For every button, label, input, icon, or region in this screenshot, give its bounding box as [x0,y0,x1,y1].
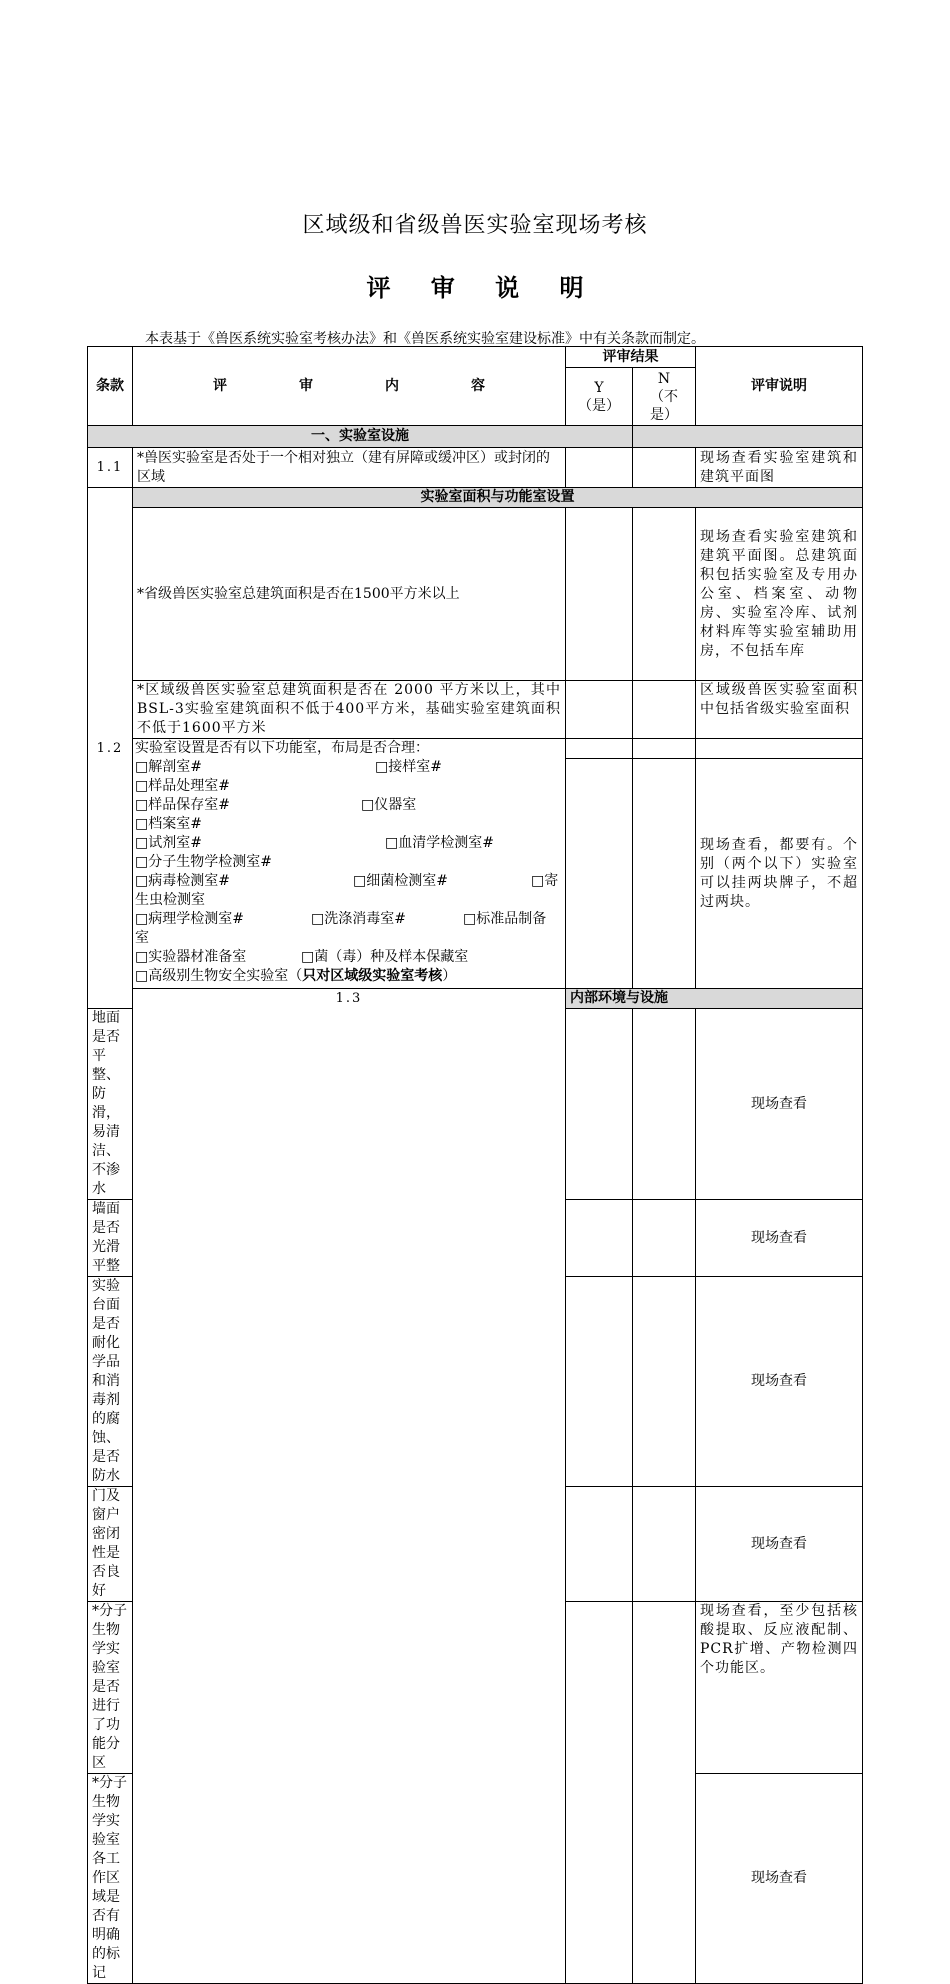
clause-note: 现场查看 [696,1200,863,1277]
clause-number: 1.1 [88,448,133,488]
header-result: 评审结果 [566,347,696,368]
clause-content: 地面是否平整、防滑，易清洁、不渗水 [88,1009,133,1200]
clause-note: 现场查看，至少包括核酸提取、反应液配制、PCR扩增、产物检测四个功能区。 [696,1602,863,1774]
header-content [133,347,566,426]
result-yes-cell [566,759,633,989]
facility-item: □洗涤消毒室# [311,911,406,927]
clause-content: *省级兽医实验室总建筑面积是否在1500平方米以上 [133,508,566,681]
document-title: 区域级和省级兽医实验室现场考核 [302,213,648,238]
result-no-cell [633,508,696,681]
result-no-cell [633,1009,696,1200]
clause-note: 现场查看实验室建筑和建筑平面图。总建筑面积包括实验室及专用办公室、档案室、动物房、实验室冷库、试剂材料库等实验室辅助用房，不包括车库 [696,508,863,681]
intro-text: 本表基于《兽医系统实验室考核办法》和《兽医系统实验室建设标准》中有关条款而制定。 [145,331,705,347]
clause-note: 现场查看 [696,1009,863,1200]
facility-item: □样品处理室# [135,778,230,794]
header-content-char: 审 [299,377,313,394]
header-content-char: 容 [471,377,485,394]
result-yes-cell [566,508,633,681]
facility-item: □细菌检测室# [353,873,448,889]
review-table [87,346,863,1984]
clause-content: 墙面是否光滑平整 [88,1200,133,1277]
facility-item: 室 [135,930,149,946]
clause-content: *分子生物学实验室各工作区域是否有明确的标记 [88,1774,133,1984]
clause-note: 现场查看 [696,1277,863,1487]
facility-item: □病毒检测室# [135,873,230,889]
header-content-char: 评 [213,377,227,394]
facility-item: □高级别生物安全实验室（ [135,968,303,984]
facility-item: □标准品制备 [463,911,547,927]
result-yes-cell [566,1277,633,1487]
section-title: 一、实验室设施 [88,426,633,448]
facility-item: □血清学检测室# [385,835,494,851]
clause-number: 1.3 [133,989,566,1984]
result-no-cell [633,1602,696,1984]
result-yes-cell [566,1009,633,1200]
clause-note: 现场查看，都要有。个别（两个以下）实验室可以挂两块牌子，不超过两块。 [696,759,863,989]
facility-item: □菌（毒）种及样本保藏室 [301,949,469,965]
clause-note: 现场查看实验室建筑和建筑平面图 [696,448,863,488]
facility-item: □仪器室 [361,797,417,813]
header-yes: Y （是） [566,368,633,426]
document-subtitle: 评 审 说 明 [366,273,600,302]
result-no-cell [633,1277,696,1487]
facility-item: □接样室# [375,759,442,775]
clause-content: 门及窗户密闭性是否良好 [88,1487,133,1602]
note-empty-cell [696,739,863,759]
facility-item: □分子生物学检测室# [135,854,272,870]
header-note: 评审说明 [696,347,863,426]
facility-list [133,739,566,989]
result-no-cell [633,1487,696,1602]
result-yes-cell [566,739,633,759]
facility-intro: 实验室设置是否有以下功能室，布局是否合理： [135,740,429,756]
facility-item: 生虫检测室 [135,892,205,908]
result-no-cell [633,448,696,488]
section-filler [633,426,863,448]
clause-content: *分子生物学实验室是否进行了功能分区 [88,1602,133,1774]
clause-number: 1.2 [88,488,133,1009]
clause-note: 现场查看 [696,1774,863,1984]
result-no-cell [633,739,696,759]
clause-content: *兽医实验室是否处于一个相对独立（建有屏障或缓冲区）或封闭的区域 [133,448,566,488]
header-no: N （不 是） [633,368,696,426]
result-yes-cell [566,681,633,739]
facility-item: □样品保存室# [135,797,230,813]
result-yes-cell [566,1200,633,1277]
clause-note: 区域级兽医实验室面积中包括省级实验室面积 [696,681,863,739]
header-content-char: 内 [385,377,399,394]
facility-item: □解剖室# [135,759,202,775]
clause-content: *区域级兽医实验室总建筑面积是否在 2000 平方米以上，其中BSL-3实验室建筑面积不低于400平方米，基础实验室建筑面积不低于1600平方米 [133,681,566,739]
header-clause: 条款 [88,347,133,426]
facility-item: □病理学检测室# [135,911,244,927]
result-yes-cell [566,1487,633,1602]
result-no-cell [633,1200,696,1277]
subsection-title: 内部环境与设施 [566,989,863,1009]
facility-item-emphasis: 只对区域级实验室考核 [302,968,443,984]
facility-item: □档案室# [135,816,202,832]
result-yes-cell [566,1602,633,1984]
subsection-title: 实验室面积与功能室设置 [133,488,863,508]
result-yes-cell [566,448,633,488]
facility-item: □试剂室# [135,835,202,851]
result-no-cell [633,681,696,739]
facility-item: ） [442,968,457,984]
result-no-cell [633,759,696,989]
facility-item: □寄 [531,873,559,889]
facility-item: □实验器材准备室 [135,949,247,965]
clause-note: 现场查看 [696,1487,863,1602]
clause-content: 实验台面是否耐化学品和消毒剂的腐蚀、是否防水 [88,1277,133,1487]
